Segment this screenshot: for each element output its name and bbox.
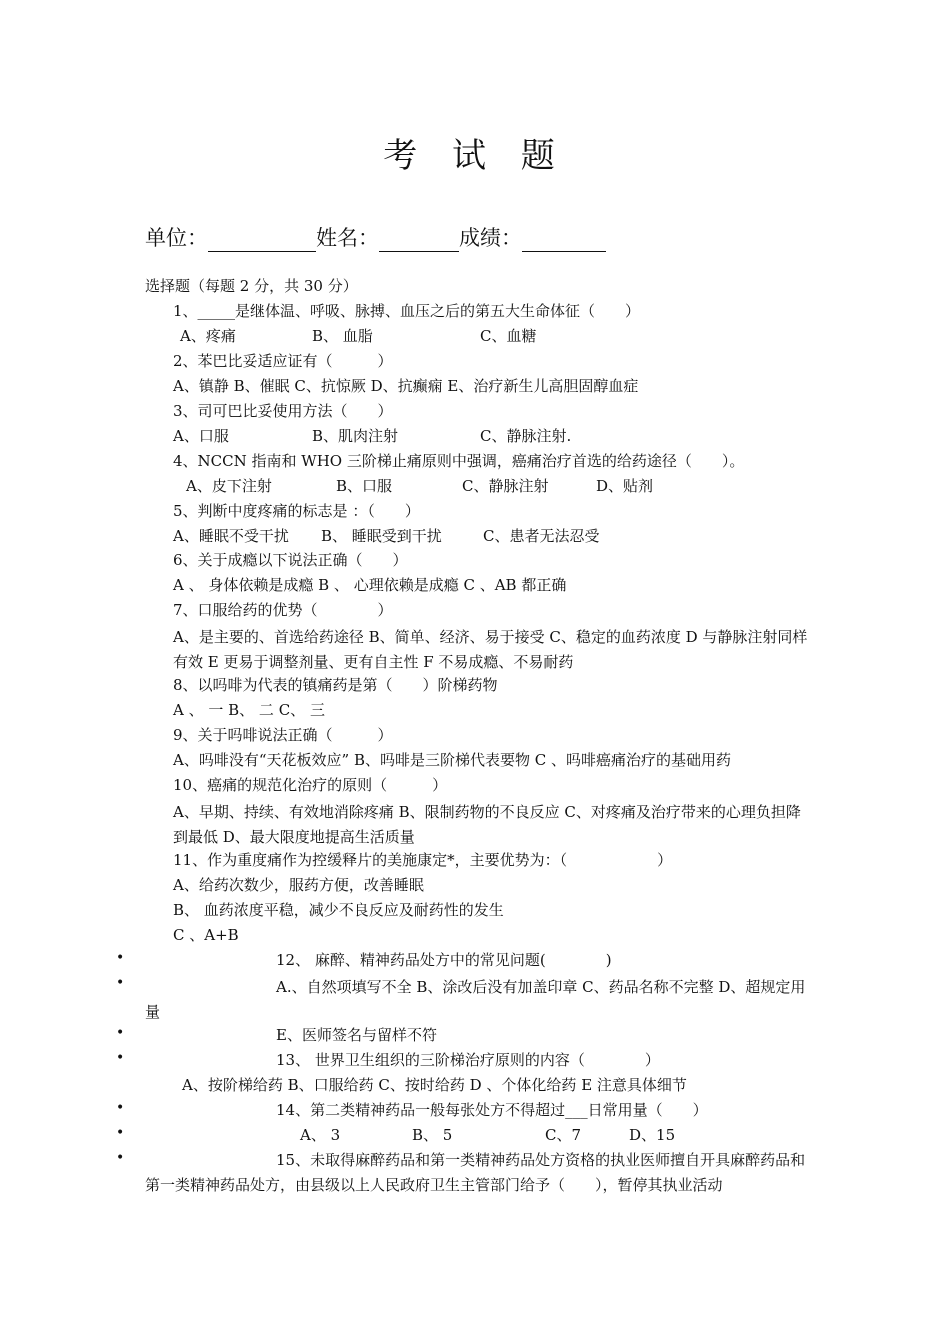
question-3-options <box>173 426 571 446</box>
q14-option-b: B、 5 <box>412 1126 453 1144</box>
question-6: 6、关于成瘾以下说法正确（ ） <box>173 551 408 569</box>
bullet: • <box>116 1100 125 1116</box>
question-4-options <box>186 476 653 496</box>
question-13: 13、 世界卫生组织的三阶梯治疗原则的内容（ ） <box>276 1051 660 1069</box>
question-8-options: A 、 一 B、 二 C、 三 <box>173 701 325 719</box>
question-6-options: A 、 身体依赖是成瘾 B 、 心理依赖是成瘾 C 、AB 都正确 <box>173 576 567 594</box>
question-5-options <box>173 526 599 546</box>
question-12-options-e: E、医师签名与留样不符 <box>276 1026 437 1044</box>
q11-option-a: A、给药次数少，服药方便，改善睡眠 <box>173 876 424 894</box>
q4-option-a: A、皮下注射 <box>186 477 272 495</box>
bullet: • <box>116 1125 125 1141</box>
header-fields <box>145 222 606 252</box>
question-8: 8、以吗啡为代表的镇痛药是第（ ）阶梯药物 <box>173 676 498 694</box>
question-7-options: A、是主要的、首选给药途径 B、简单、经济、易于接受 C、稳定的血药浓度 D 与静脉注射同样有效 E 更易于调整剂量、更有自主性 F 不易成瘾、不易耐药 <box>173 628 808 671</box>
question-9-options: A、吗啡没有“天花板效应” B、吗啡是三阶梯代表要物 C 、吗啡癌痛治疗的基础用药 <box>173 751 731 769</box>
question-5: 5、判断中度疼痛的标志是 ：（ ） <box>173 502 420 520</box>
question-1-options <box>180 326 536 346</box>
question-12-options: A.、自然项填写不全 B、涂改后没有加盖印章 C、药品名称不完整 D、超规定用量 <box>145 978 806 1021</box>
name-label: 姓名 <box>316 226 358 250</box>
bullet: • <box>116 950 125 966</box>
q11-option-c: C 、A+B <box>173 926 239 944</box>
question-11: 11、作为重度痛作为控缓释片的美施康定*，主要优势为：（ ） <box>173 851 673 869</box>
q14-option-d: D、15 <box>629 1126 676 1144</box>
page-title: 考 试 题 <box>383 136 567 176</box>
section-heading: 选择题（每题 2 分，共 30 分） <box>145 277 358 295</box>
question-13-options: A、按阶梯给药 B、口服给药 C、按时给药 D 、个体化给药 E 注意具体细节 <box>182 1076 687 1094</box>
unit-colon: ： <box>187 226 208 250</box>
question-10-options: A、早期、持续、有效地消除疼痛 B、限制药物的不良反应 C、对疼痛及治疗带来的心理负担降到最低 D、最大限度地提高生活质量 <box>173 803 801 846</box>
bullet: • <box>116 1025 125 1041</box>
q1-option-b: B、 血脂 <box>312 327 373 345</box>
name-blank[interactable] <box>379 229 459 252</box>
q4-option-c: C、静脉注射 <box>462 477 549 495</box>
question-2: 2、苯巴比妥适应证有（ ） <box>173 352 393 370</box>
q3-option-a: A、口服 <box>173 427 229 445</box>
q5-option-c: C、患者无法忍受 <box>483 527 600 545</box>
q11-option-b: B、 血药浓度平稳，减少不良反应及耐药性的发生 <box>173 901 504 919</box>
q1-option-a: A、疼痛 <box>180 327 236 345</box>
question-12: 12、 麻醉、精神药品处方中的常见问题( ) <box>276 951 612 969</box>
q5-option-b: B、 睡眠受到干扰 <box>321 527 442 545</box>
bullet: • <box>116 1050 125 1066</box>
question-3: 3、司可巴比妥使用方法（ ） <box>173 402 393 420</box>
question-10: 10、癌痛的规范化治疗的原则（ ） <box>173 776 448 794</box>
q14-option-c: C、7 <box>545 1126 582 1144</box>
question-9: 9、关于吗啡说法正确（ ） <box>173 726 393 744</box>
score-colon: ： <box>501 226 522 250</box>
question-7: 7、口服给药的优势（ ） <box>173 601 393 619</box>
q4-option-d: D、贴剂 <box>596 477 654 495</box>
unit-blank[interactable] <box>208 229 316 252</box>
q5-option-a: A、睡眠不受干扰 <box>173 527 289 545</box>
q1-option-c: C、血糖 <box>480 327 537 345</box>
question-4: 4、NCCN 指南和 WHO 三阶梯止痛原则中强调，癌痛治疗首选的给药途径（ ）。 <box>173 452 745 470</box>
bullet: • <box>116 1150 125 1166</box>
q4-option-b: B、口服 <box>336 477 393 495</box>
score-blank[interactable] <box>522 229 606 252</box>
score-label: 成绩 <box>459 226 501 250</box>
question-14: 14、第二类精神药品一般每张处方不得超过___日常用量（ ） <box>276 1101 708 1119</box>
question-15: 15、未取得麻醉药品和第一类精神药品处方资格的执业医师擅自开具麻醉药品和第一类精神药品处方，由县级以上人民政府卫生主管部门给予（ ），暂停其执业活动 <box>145 1151 806 1194</box>
q3-option-b: B、肌肉注射 <box>312 427 399 445</box>
question-1: 1、_____是继体温、呼吸、脉搏、血压之后的第五大生命体征（ ） <box>173 302 641 320</box>
name-colon: ： <box>358 226 379 250</box>
q3-option-c: C、静脉注射. <box>480 427 572 445</box>
bullet: • <box>116 975 125 991</box>
unit-label: 单位 <box>145 226 187 250</box>
question-2-options: A、镇静 B、催眠 C、抗惊厥 D、抗癫痫 E、治疗新生儿高胆固醇血症 <box>173 377 639 395</box>
q14-option-a: A、 3 <box>300 1126 341 1144</box>
question-14-options <box>300 1125 675 1145</box>
